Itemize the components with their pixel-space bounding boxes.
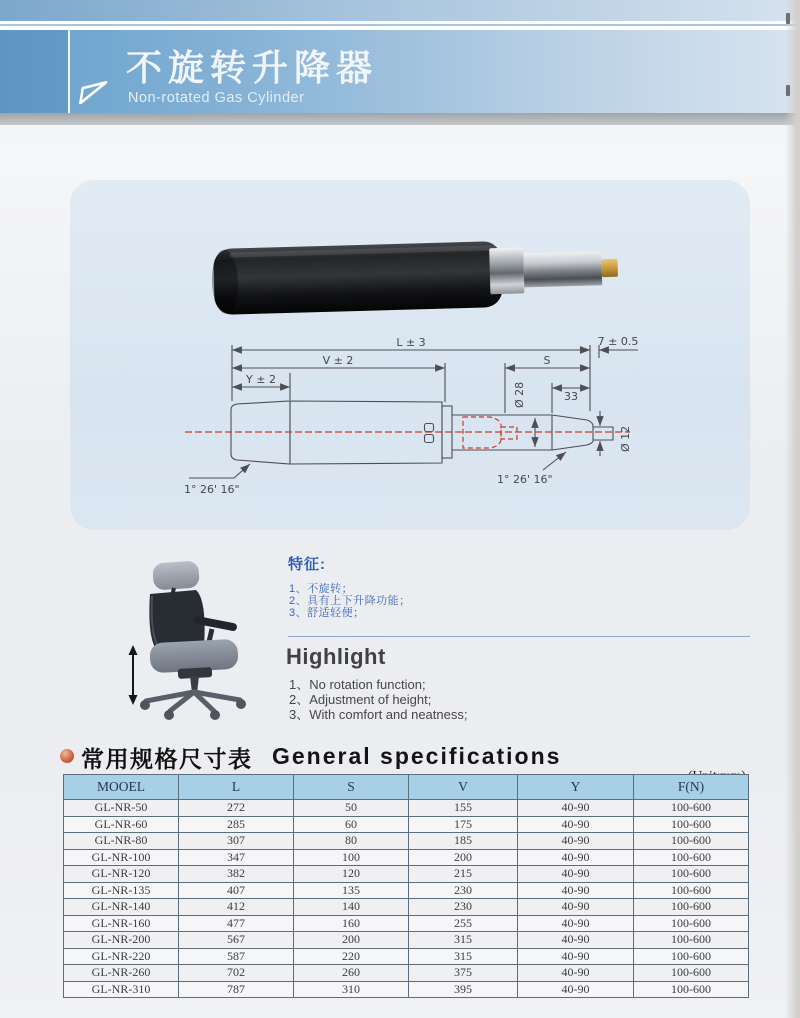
table-cell: 477 — [179, 915, 294, 932]
table-cell: 100-600 — [634, 915, 749, 932]
table-cell: 60 — [294, 816, 409, 833]
dim-label-y: Y ± 2 — [246, 373, 276, 386]
table-cell: GL-NR-140 — [64, 899, 179, 916]
gas-cylinder-photo — [211, 238, 619, 315]
table-cell: 40-90 — [518, 882, 634, 899]
table-cell: GL-NR-60 — [64, 816, 179, 833]
table-row — [64, 915, 749, 932]
edge-mark — [786, 85, 790, 96]
table-cell: GL-NR-160 — [64, 915, 179, 932]
table-cell: 230 — [409, 899, 518, 916]
dim-label-l: L ± 3 — [396, 336, 426, 349]
table-cell: 40-90 — [518, 932, 634, 949]
table-cell: 100-600 — [634, 965, 749, 982]
page-title: 不旋转升降器 — [126, 47, 379, 88]
table-cell: 120 — [294, 866, 409, 883]
table-cell: 40-90 — [518, 849, 634, 866]
feature-item-en-3: 3、With comfort and neatness; — [289, 707, 468, 722]
table-cell: 272 — [179, 800, 294, 817]
table-cell: 395 — [409, 981, 518, 998]
table-row — [64, 948, 749, 965]
drawing-button-2 — [425, 435, 434, 443]
table-header-row — [64, 775, 749, 800]
table-cell: 285 — [179, 816, 294, 833]
table-cell: 702 — [179, 965, 294, 982]
table-cell: 140 — [294, 899, 409, 916]
features-divider — [288, 636, 750, 637]
drawing-pin — [593, 427, 613, 440]
piston-rod — [523, 251, 602, 287]
table-cell: 382 — [179, 866, 294, 883]
table-cell: GL-NR-310 — [64, 981, 179, 998]
table-cell: 200 — [294, 932, 409, 949]
table-cell: 50 — [294, 800, 409, 817]
feature-item-en-1: 1、No rotation function; — [289, 677, 426, 692]
table-cell: GL-NR-50 — [64, 800, 179, 817]
chair-casters — [140, 699, 246, 720]
table-cell: GL-NR-120 — [64, 866, 179, 883]
feature-item-cn-2: 2、具有上下升降功能； — [289, 595, 411, 607]
dim-label-d12: Ø 12 — [619, 425, 632, 452]
spec-title-en: General specifications — [272, 743, 562, 769]
table-header-cell: L — [179, 775, 294, 800]
table-cell: 40-90 — [518, 965, 634, 982]
header-shadow-strip — [0, 113, 800, 125]
table-cell: GL-NR-135 — [64, 882, 179, 899]
edge-mark — [786, 13, 790, 24]
table-cell: 100-600 — [634, 849, 749, 866]
chrome-collar — [489, 247, 524, 294]
table-cell: 40-90 — [518, 816, 634, 833]
page-edge — [785, 0, 800, 1018]
table-cell: 40-90 — [518, 981, 634, 998]
product-photo — [180, 220, 630, 332]
table-row — [64, 899, 749, 916]
table-cell: 787 — [179, 981, 294, 998]
highlight-title: Highlight — [286, 644, 386, 669]
dim-label-7: 7 ± 0.5 — [597, 335, 639, 348]
table-cell: 100-600 — [634, 816, 749, 833]
table-cell: 375 — [409, 965, 518, 982]
table-cell: 255 — [409, 915, 518, 932]
table-cell: 80 — [294, 833, 409, 850]
chair-base-legs — [146, 692, 240, 711]
table-header-cell: F(N) — [634, 775, 749, 800]
table-cell: 175 — [409, 816, 518, 833]
header-band — [0, 30, 800, 113]
spec-table-body — [64, 800, 749, 998]
table-cell: 135 — [294, 882, 409, 899]
table-cell: 100-600 — [634, 833, 749, 850]
header-rule-lines — [0, 21, 800, 30]
table-cell: 220 — [294, 948, 409, 965]
table-row — [64, 849, 749, 866]
table-cell: 260 — [294, 965, 409, 982]
table-cell: 215 — [409, 866, 518, 883]
table-header-cell: Y — [518, 775, 634, 800]
dim-label-d28: Ø 28 — [513, 381, 526, 408]
table-header-cell: MOOEL — [64, 775, 179, 800]
table-cell: 155 — [409, 800, 518, 817]
arrow-icon — [72, 64, 112, 104]
spec-title-cn: 常用规格尺寸表 — [81, 746, 253, 772]
table-cell: 100-600 — [634, 882, 749, 899]
table-cell: 40-90 — [518, 800, 634, 817]
table-cell: 100-600 — [634, 866, 749, 883]
table-cell: 412 — [179, 899, 294, 916]
page-subtitle: Non-rotated Gas Cylinder — [128, 90, 305, 106]
table-row — [64, 800, 749, 817]
table-row — [64, 932, 749, 949]
features-title-cn: 特征: — [288, 556, 326, 573]
spec-table — [63, 774, 749, 998]
table-row — [64, 833, 749, 850]
table-cell: 567 — [179, 932, 294, 949]
table-cell: 307 — [179, 833, 294, 850]
chair-illustration — [115, 552, 255, 722]
table-cell: 100-600 — [634, 981, 749, 998]
table-cell: 587 — [179, 948, 294, 965]
feature-item-cn-3: 3、舒适轻便； — [289, 607, 365, 619]
table-cell: GL-NR-80 — [64, 833, 179, 850]
table-cell: 100-600 — [634, 948, 749, 965]
table-cell: 40-90 — [518, 948, 634, 965]
table-cell: 40-90 — [518, 866, 634, 883]
table-row — [64, 965, 749, 982]
table-header-cell: V — [409, 775, 518, 800]
drawing-hidden-piston-end — [501, 427, 517, 439]
height-arrow-icon — [129, 645, 138, 705]
table-cell: 100-600 — [634, 932, 749, 949]
table-cell: GL-NR-200 — [64, 932, 179, 949]
table-cell: 310 — [294, 981, 409, 998]
table-cell: 100-600 — [634, 899, 749, 916]
table-cell: 100 — [294, 849, 409, 866]
gold-tip — [602, 259, 618, 277]
header-left-block — [0, 30, 70, 113]
drawing-button-1 — [425, 424, 434, 432]
table-row — [64, 882, 749, 899]
table-cell: 40-90 — [518, 915, 634, 932]
table-cell: 200 — [409, 849, 518, 866]
bullet-icon — [60, 749, 74, 763]
table-cell: 185 — [409, 833, 518, 850]
feature-item-en-2: 2、Adjustment of height; — [289, 692, 432, 707]
table-cell: 40-90 — [518, 899, 634, 916]
angle-label-right: 1° 26' 16" — [497, 473, 553, 486]
table-cell: GL-NR-220 — [64, 948, 179, 965]
table-cell: 100-600 — [634, 800, 749, 817]
table-cell: 347 — [179, 849, 294, 866]
table-cell: 160 — [294, 915, 409, 932]
dim-label-33: 33 — [564, 390, 578, 403]
dim-label-v: V ± 2 — [322, 354, 354, 367]
dim-label-s: S — [543, 354, 551, 367]
table-cell: 230 — [409, 882, 518, 899]
technical-drawing — [100, 330, 645, 502]
feature-item-cn-1: 1、不旋转； — [289, 583, 354, 595]
table-cell: 40-90 — [518, 833, 634, 850]
table-row — [64, 981, 749, 998]
table-row — [64, 866, 749, 883]
table-cell: GL-NR-260 — [64, 965, 179, 982]
table-header-cell: S — [294, 775, 409, 800]
table-cell: 407 — [179, 882, 294, 899]
table-row — [64, 816, 749, 833]
top-strip — [0, 0, 800, 21]
table-cell: 315 — [409, 948, 518, 965]
chair-headrest — [152, 560, 200, 590]
table-cell: GL-NR-100 — [64, 849, 179, 866]
table-cell: 315 — [409, 932, 518, 949]
angle-label-left: 1° 26' 16" — [184, 483, 240, 496]
